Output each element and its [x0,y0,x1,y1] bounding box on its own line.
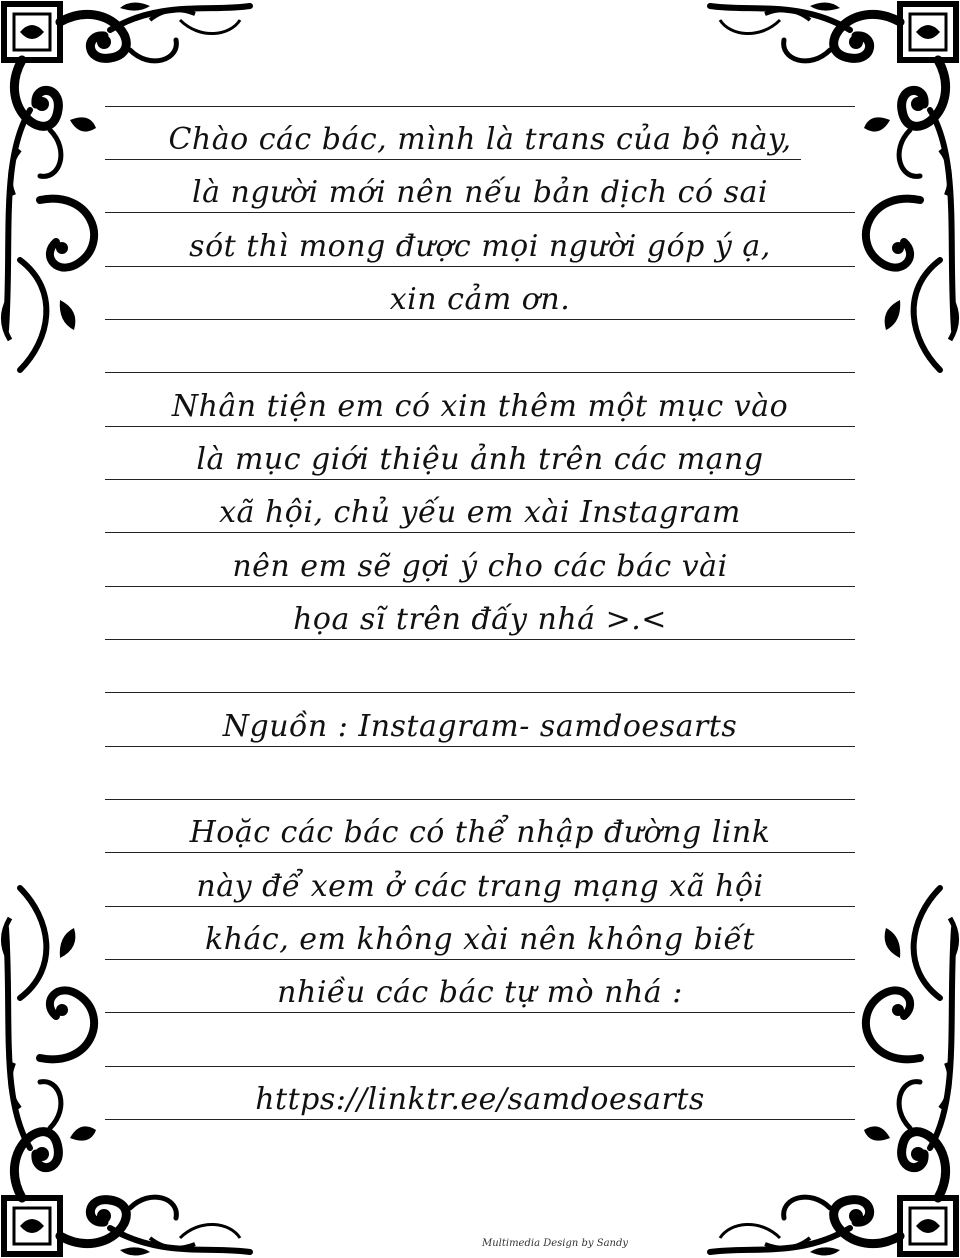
letter-line: họa sĩ trên đấy nhá >.< [293,602,667,637]
letter-line: nhiều các bác tự mò nhá : [277,975,683,1010]
letter-line: Chào các bác, mình là trans của bộ này, [168,122,792,157]
letter-line: là mục giới thiệu ảnh trên các mạng [196,442,764,477]
link-line: https://linktr.ee/samdoesarts [255,1082,705,1117]
rule-line [105,692,855,693]
rule-line [105,372,855,373]
letter-line: Nhân tiện em có xin thêm một mục vào [171,389,789,424]
source-line: Nguồn : Instagram- samdoesarts [222,709,738,744]
letter-line: là người mới nên nếu bản dịch có sai [192,175,768,210]
letter-line: nên em sẽ gợi ý cho các bác vài [232,549,728,584]
letter-line: xã hội, chủ yếu em xài Instagram [219,495,741,530]
rule-line [105,106,855,107]
letter-line: xin cảm ơn. [389,282,571,317]
design-signature: Multimedia Design by Sandy [481,1238,629,1249]
letter-line: này để xem ở các trang mạng xã hội [196,869,764,904]
letter-line: Hoặc các bác có thể nhập đường link [189,815,771,850]
letter-line: sót thì mong được mọi người góp ý ạ, [189,229,771,264]
letter-line: khác, em không xài nên không biết [205,922,755,957]
rule-line [105,1066,855,1067]
rule-line [105,799,855,800]
